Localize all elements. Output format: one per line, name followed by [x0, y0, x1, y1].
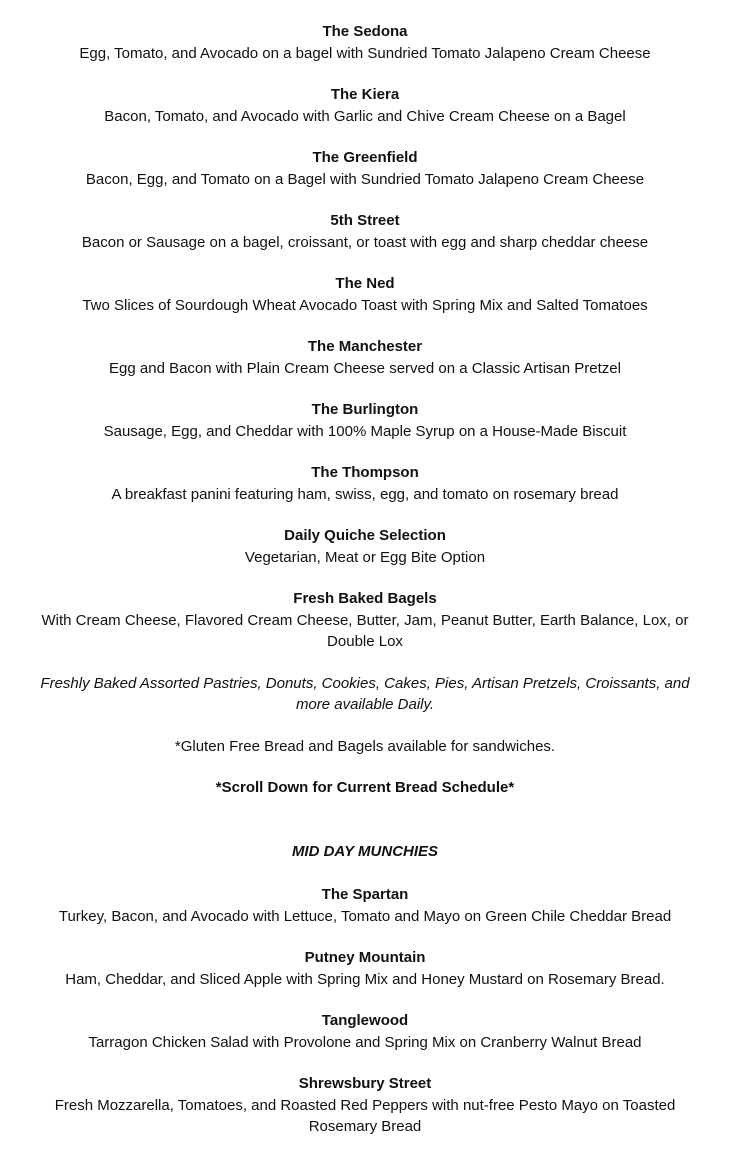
- menu-item-name: Shrewsbury Street: [298, 1075, 432, 1092]
- menu-item-name: Daily Quiche Selection: [284, 527, 446, 544]
- menu-item-description: Bacon, Egg, and Tomato on a Bagel with Sundried Tomato Jalapeno Cream Cheese: [85, 170, 645, 188]
- menu-item-shrewsbury-street: [32, 1073, 698, 1138]
- menu-item-description: Bacon, Tomato, and Avocado with Garlic and Chive Cream Cheese on a Bagel: [104, 107, 626, 125]
- menu-item-description: Turkey, Bacon, and Avocado with Lettuce, Tomato and Mayo on Green Chile Cheddar Bread: [58, 907, 672, 925]
- menu-item-name: 5th Street: [330, 212, 400, 229]
- pastries-note: Freshly Baked Assorted Pastries, Donuts, Cookies, Cakes, Pies, Artisan Pretzels, Croissants, and more available Daily.: [40, 674, 690, 713]
- menu-item-name: The Greenfield: [312, 149, 418, 166]
- menu-item-name: Tanglewood: [321, 1012, 409, 1029]
- menu-item-name: The Ned: [335, 275, 395, 292]
- menu-item-greenfield: [32, 147, 698, 190]
- menu-item-manchester: [32, 336, 698, 379]
- menu-item-description: Fresh Mozzarella, Tomatoes, and Roasted Red Peppers with nut-free Pesto Mayo on Toasted Rosemary Bread: [54, 1096, 676, 1135]
- menu-item-description: A breakfast panini featuring ham, swiss, egg, and tomato on rosemary bread: [111, 485, 619, 503]
- menu-item-name: The Spartan: [321, 886, 409, 903]
- menu-item-ned: [32, 273, 698, 316]
- menu-item-5th-street: [32, 210, 698, 253]
- menu-item-description: Bacon or Sausage on a bagel, croissant, or toast with egg and sharp cheddar cheese: [81, 233, 649, 251]
- midday-section-heading: MID DAY MUNCHIES: [291, 842, 439, 860]
- menu-item-description: Egg, Tomato, and Avocado on a bagel with Sundried Tomato Jalapeno Cream Cheese: [79, 44, 651, 62]
- menu-item-name: Fresh Baked Bagels: [293, 590, 437, 607]
- menu-item-description: Two Slices of Sourdough Wheat Avocado Toast with Spring Mix and Salted Tomatoes: [82, 296, 648, 314]
- menu-item-description: Vegetarian, Meat or Egg Bite Option: [244, 548, 486, 566]
- menu-item-kiera: [32, 84, 698, 127]
- gluten-free-note: *Gluten Free Bread and Bagels available for sandwiches.: [174, 737, 556, 755]
- menu-item-sedona: [32, 21, 698, 64]
- menu-item-description: With Cream Cheese, Flavored Cream Cheese, Butter, Jam, Peanut Butter, Earth Balance, Lox, or Double Lox: [41, 611, 689, 650]
- menu-item-spartan: [32, 884, 698, 927]
- menu-item-name: The Sedona: [322, 23, 408, 40]
- menu-item-name: Putney Mountain: [304, 949, 426, 966]
- menu-item-fresh-baked-bagels: [32, 588, 698, 653]
- menu-item-description: Egg and Bacon with Plain Cream Cheese served on a Classic Artisan Pretzel: [109, 359, 621, 377]
- menu-item-description: Tarragon Chicken Salad with Provolone and Spring Mix on Cranberry Walnut Bread: [88, 1033, 642, 1051]
- scroll-down-note: *Scroll Down for Current Bread Schedule*: [215, 779, 515, 796]
- menu-item-tanglewood: [32, 1010, 698, 1053]
- menu-item-name: The Burlington: [311, 401, 419, 418]
- menu-item-description: Ham, Cheddar, and Sliced Apple with Spring Mix and Honey Mustard on Rosemary Bread.: [65, 970, 665, 988]
- menu-item-putney-mountain: [32, 947, 698, 990]
- menu-item-description: Sausage, Egg, and Cheddar with 100% Maple Syrup on a House-Made Biscuit: [103, 422, 627, 440]
- menu-item-name: The Kiera: [330, 86, 400, 103]
- menu-item-burlington: [32, 399, 698, 442]
- menu-item-thompson: [32, 462, 698, 505]
- menu-item-daily-quiche: [32, 525, 698, 568]
- menu-item-name: The Manchester: [307, 338, 423, 355]
- menu-item-name: The Thompson: [311, 464, 419, 481]
